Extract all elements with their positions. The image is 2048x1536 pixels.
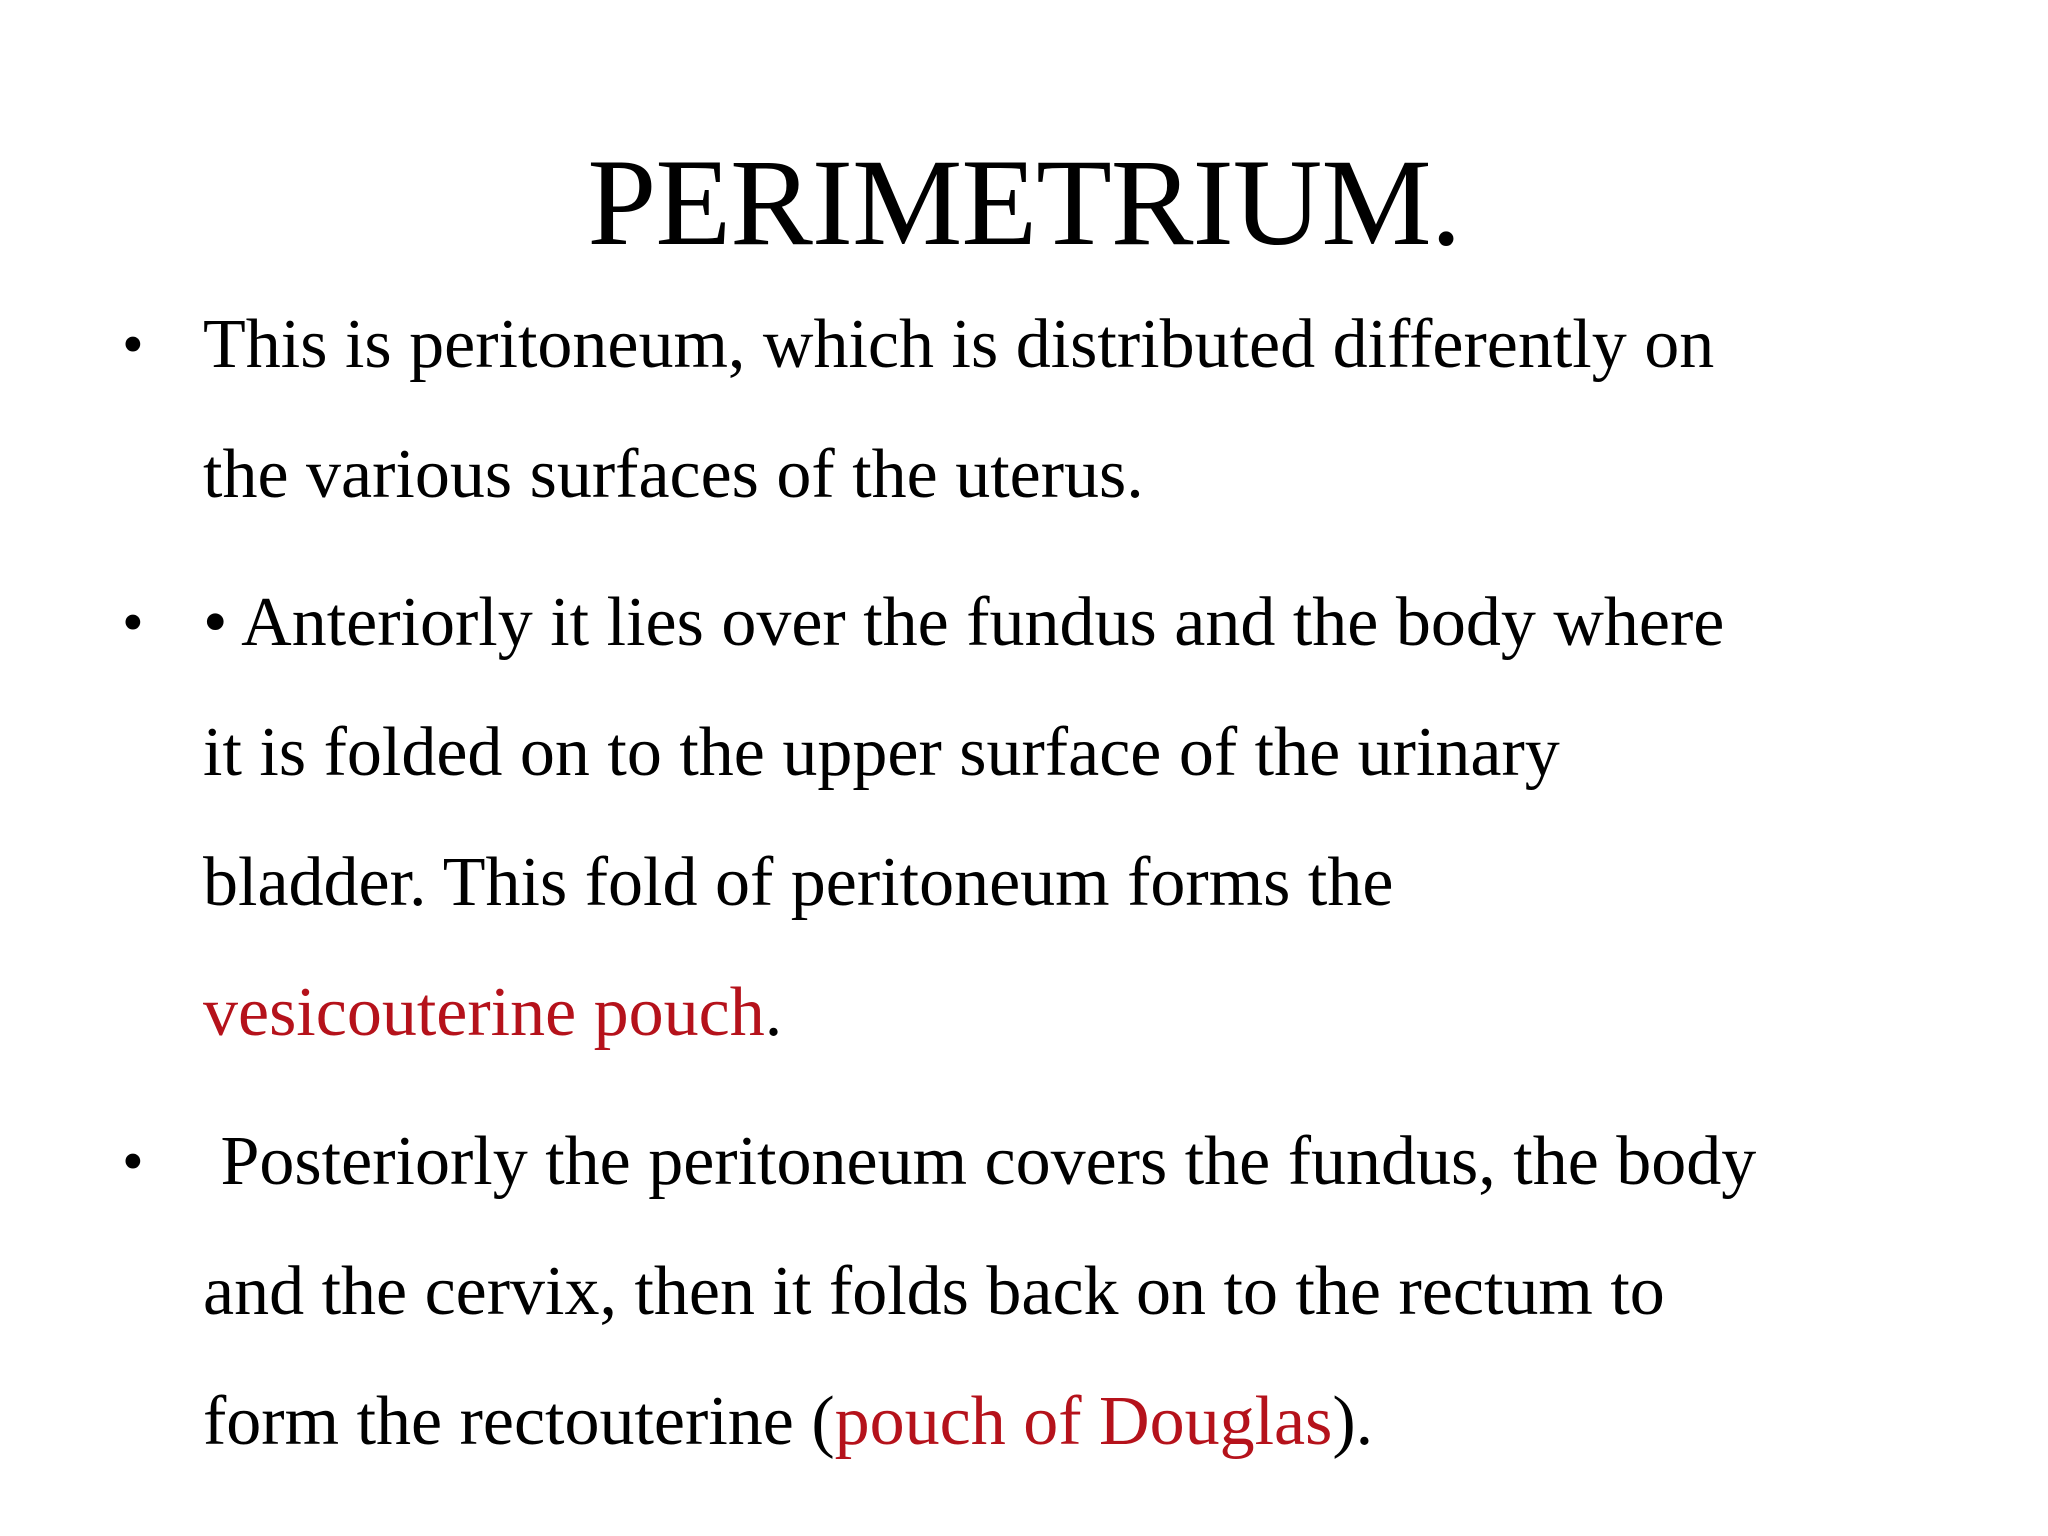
bullet-text	[203, 1097, 1963, 1487]
bullet-marker: •	[122, 589, 144, 657]
bullet-line: the various surfaces of the uterus.	[203, 436, 1144, 513]
bullet-line-tail: ).	[1332, 1383, 1374, 1460]
bullet-line: and the cervix, then it folds back on to the rectum to	[203, 1253, 1665, 1330]
bullet-marker: •	[122, 1128, 144, 1196]
bullet-marker: •	[122, 311, 144, 379]
bullet-line: • Anteriorly it lies over the fundus and the body where	[203, 584, 1725, 661]
term-highlight: pouch of Douglas	[834, 1383, 1333, 1460]
bullet-text	[203, 558, 1963, 1078]
bullet-line: form the rectouterine (	[203, 1383, 835, 1460]
bullet-line: bladder. This fold of peritoneum forms the	[203, 844, 1394, 921]
bullet-line: it is folded on to the upper surface of the urinary	[203, 714, 1560, 791]
bullet-line: Posteriorly the peritoneum covers the fundus, the body	[203, 1123, 1757, 1200]
bullet-line-tail: .	[764, 974, 783, 1051]
slide-title: PERIMETRIUM.	[587, 134, 1461, 271]
bullet-line: This is peritoneum, which is distributed differently on	[203, 306, 1715, 383]
term-highlight: vesicouterine pouch	[203, 974, 765, 1051]
bullet-text	[203, 280, 1963, 540]
